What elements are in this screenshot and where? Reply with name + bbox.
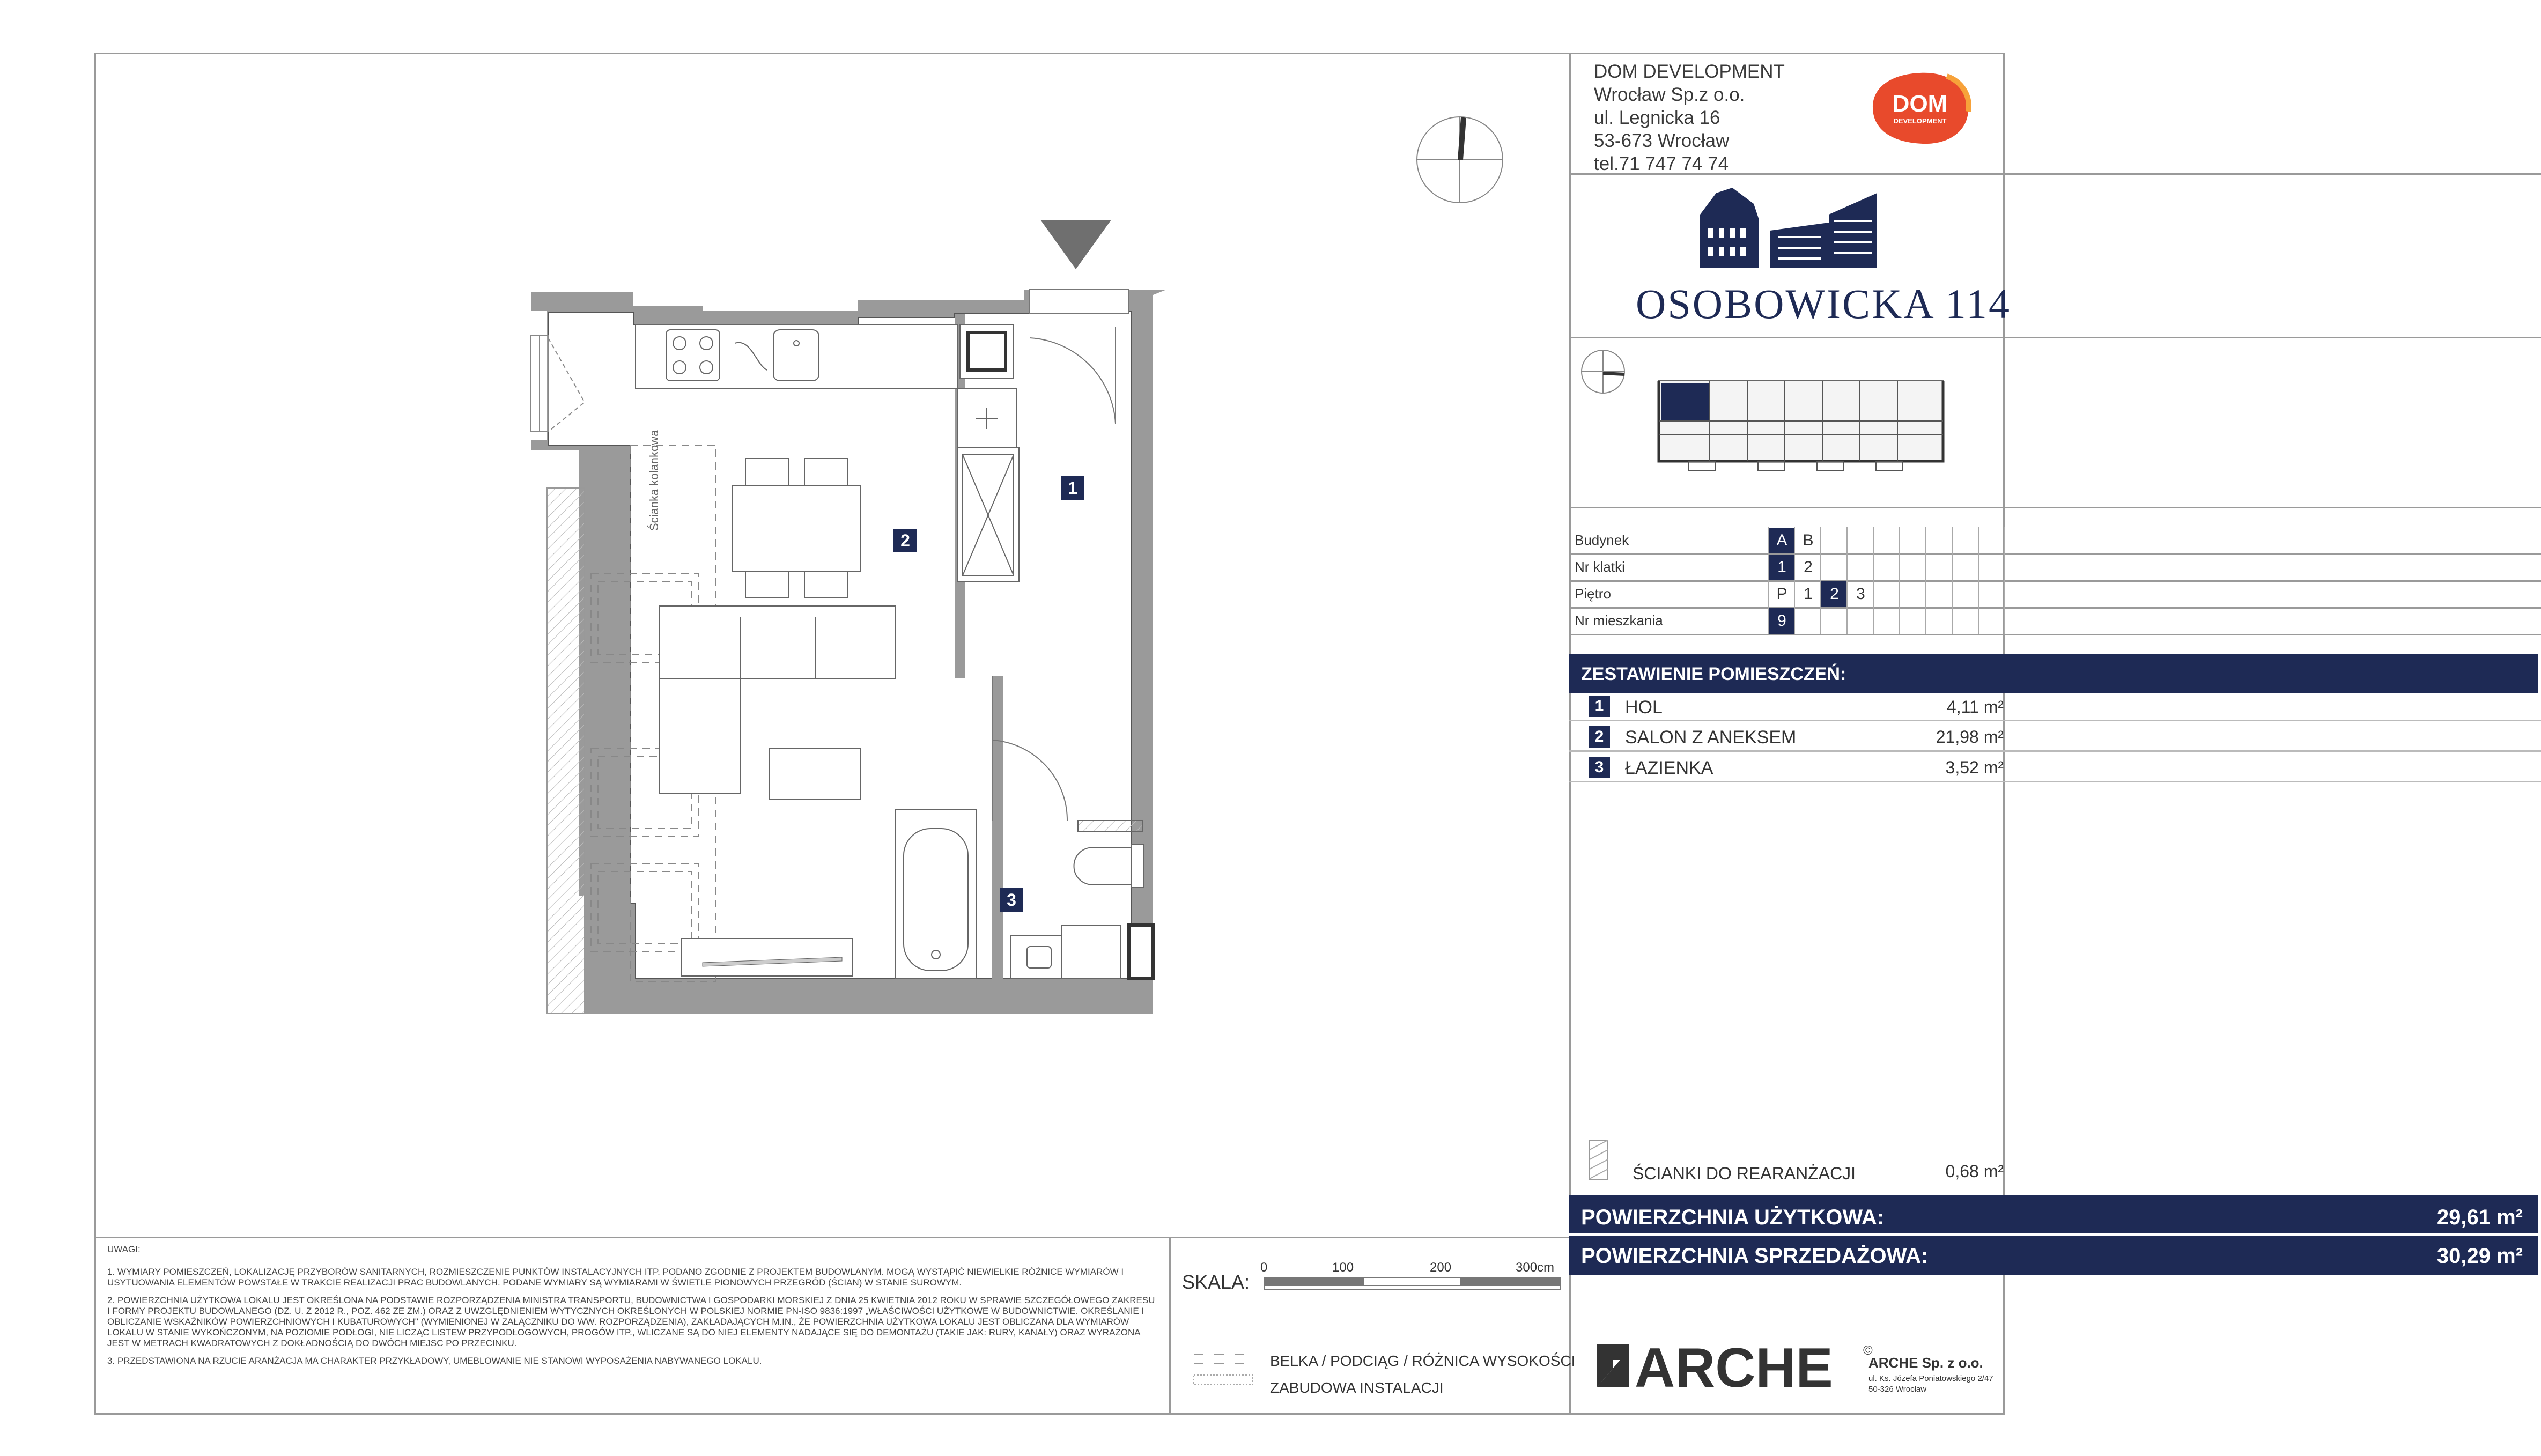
row-line	[1569, 781, 2541, 782]
panel-line	[1569, 337, 2541, 338]
floor-value: 2	[1821, 581, 1848, 607]
footer-divider	[94, 1237, 1569, 1238]
room-name: SALON Z ANEKSEM	[1625, 727, 1797, 748]
scale-frame	[1264, 1286, 1561, 1290]
legend-symbols	[1192, 1351, 1256, 1389]
room-number: 2	[1589, 726, 1610, 748]
notes-divider	[1169, 1237, 1171, 1415]
row-line	[1569, 720, 2541, 721]
scale-tick: 0	[1260, 1260, 1268, 1275]
note-2: 2. POWIERZCHNIA UŻYTKOWA LOKALU JEST OKREŚLONA NA PODSTAWIE ROZPORZĄDZENIA MINISTRA TRANSPORTU, BUDOWNICTWA I GOSPODARKI MORSKIEJ Z DNIA 25 KWIETNIA 2012 ROKU W SPRAWIE SZCZEGÓŁOWEGO ZAKRESU I FORMY PROJEKTU BUDOWLANEGO (DZ. U. Z 2012 R., POZ. 462 ZE ZM.) ORAZ Z UWZGLĘDNIENIEM WYTYCZNYCH OKREŚLONYCH W POLSKIEJ NORMIE PN-ISO 9836:1997 „WŁAŚCIWOŚCI UŻYTKOWE W BUDOWNICTWIE. OKREŚLANIE I OBLICZANIE WSKAŹNIKÓW POWIERZCHNIOWYCH I KUBATUROWYCH" (WYMIENIONEJ W ZAŁĄCZNIKU DO WW. ROZPORZĄDZENIA), ZAKŁADAJĄCYCH M.IN., ŻE POWIERZCHNIA UŻYTKOWA LOKALU JEST OBLICZANA DLA WYMIARÓW LOKALU W STANIE WYKOŃCZONYM, NA POZIOMIE PODŁOGI, NIE LICZĄC LISTEW PRZYPODŁOGOWYCH, PROGÓW ITP., WLICZANE SĄ DO NIEJ ELEMENTY NADAJĄCE SIĘ DO DEMONTAŻU (TAKIE JAK: RURY, KANAŁY) ORAZ WYRAŻONA JEST W METRACH KWADRATOWYCH Z DOKŁADNOŚCIĄ DO DWÓCH MIEJSC PO PRZECINKU.	[107, 1295, 1155, 1348]
scale-tick: 200	[1430, 1260, 1452, 1275]
room-area: 3,52 m²	[1945, 758, 2004, 777]
room-number: 1	[1589, 696, 1610, 717]
company-info	[1594, 60, 1785, 175]
floor-value: 1	[1804, 585, 1813, 603]
note-3: 3. PRZEDSTAWIONA NA RZUCIE ARANŻACJA MA CHARAKTER PRZYKŁADOWY, UMEBLOWANIE NIE STANOWI WYPOSAŻENIA NABYWANEGO LOKALU.	[107, 1356, 762, 1366]
architect-name: ARCHE Sp. z o.o.	[1868, 1355, 1983, 1371]
room-area: 21,98 m²	[1936, 727, 2004, 747]
company-name: DOM DEVELOPMENT	[1594, 61, 1785, 82]
project-buildings-illustration	[1695, 182, 1888, 274]
scale-segment	[1461, 1277, 1561, 1286]
dom-development-logo	[1866, 69, 1974, 149]
entrance-arrow-icon	[1038, 218, 1113, 271]
scale-label: SKALA:	[1182, 1271, 1250, 1293]
architect-address-2: 50-326 Wrocław	[1868, 1385, 1927, 1394]
floor-plan	[526, 284, 1169, 1035]
grid-label-floor: Piętro	[1575, 586, 1611, 602]
building-key-plan	[1656, 370, 1946, 477]
project-title: OSOBOWICKA 114	[1636, 280, 2011, 327]
grid-label-building: Budynek	[1575, 532, 1629, 548]
notes-block	[107, 1244, 1158, 1373]
room-marker-2: 2	[893, 529, 917, 552]
staircase-value: 2	[1804, 558, 1813, 576]
notes-heading: UWAGI:	[107, 1244, 141, 1254]
company-line2: Wrocław Sp.z o.o.	[1594, 84, 1745, 105]
rooms-heading: ZESTAWIENIE POMIESZCZEŃ:	[1581, 664, 1846, 684]
keyplan-compass-icon	[1579, 348, 1627, 396]
company-street: ul. Legnicka 16	[1594, 107, 1720, 128]
room-area: 4,11 m²	[1946, 697, 2004, 716]
architect-address-1: ul. Ks. Józefa Poniatowskiego 2/47	[1868, 1374, 1993, 1383]
svg-text:©: ©	[1863, 1343, 1873, 1358]
room-marker-3: 3	[1000, 888, 1023, 912]
rearrangement-hatch-icon	[1589, 1139, 1610, 1182]
totals-band	[1569, 1195, 2538, 1275]
north-compass-icon	[1412, 112, 1508, 208]
building-value: A	[1769, 528, 1795, 553]
scale-tick: 300cm	[1516, 1260, 1555, 1275]
company-city: 53-673 Wrocław	[1594, 130, 1730, 151]
grid-label-staircase: Nr klatki	[1575, 559, 1625, 575]
rooms-heading-band	[1569, 654, 2538, 693]
panel-line	[1569, 507, 2541, 508]
floor-value: 3	[1856, 585, 1865, 603]
room-name: ŁAZIENKA	[1625, 758, 1713, 778]
note-1: 1. WYMIARY POMIESZCZEŃ, LOKALIZACJĘ PRZYBORÓW SANITARNYCH, ROZMIESZCZENIE PUNKTÓW INSTALACYJNYCH ITP. PODANO ZGODNIE Z PROJEKTEM BUDOWLANYM. MOGĄ WYSTĄPIĆ NIEWIELKIE RÓŻNICE WYMIARÓW I USYTUOWANIA ELEMENTÓW POWSTAŁE W TRAKCIE REALIZACJI PRAC BUDOWLANYCH. PODANE WYMIARY SĄ WYMIARAMI W ŚWIETLE PIONOWYCH PRZEGRÓD (ŚCIAN) W STANIE SUROWYM.	[107, 1267, 1124, 1288]
sales-area-label: POWIERZCHNIA SPRZEDAŻOWA:	[1581, 1244, 1929, 1268]
staircase-value: 1	[1769, 555, 1795, 580]
legend-installation-label: ZABUDOWA INSTALACJI	[1270, 1379, 1444, 1396]
arche-logo-text: ARCHE	[1635, 1337, 1833, 1399]
logo-top-text: DOM	[1892, 91, 1948, 117]
arche-logo	[1597, 1337, 1876, 1399]
room-name: HOL	[1625, 697, 1663, 718]
scale-segment	[1363, 1277, 1461, 1286]
row-line	[1569, 750, 2541, 752]
room-marker-1: 1	[1061, 476, 1084, 500]
room-number: 3	[1589, 757, 1610, 778]
logo-bottom-text: DEVELOPMENT	[1893, 117, 1947, 125]
knee-wall-label: Ścianka kolankowa	[647, 430, 661, 531]
usable-area-label: POWIERZCHNIA UŻYTKOWA:	[1581, 1206, 1885, 1229]
grid-label-apartment: Nr mieszkania	[1575, 612, 1663, 629]
floor-value: P	[1776, 585, 1787, 603]
apartment-value: 9	[1769, 608, 1795, 634]
sales-area-value: 30,29 m²	[2436, 1244, 2523, 1268]
totals-separator	[1569, 1233, 2538, 1236]
usable-area-value: 29,61 m²	[2436, 1206, 2523, 1229]
company-phone: tel.71 747 74 74	[1594, 153, 1729, 174]
rearrangement-area: 0,68 m²	[1945, 1162, 2004, 1181]
rearrangement-label: ŚCIANKI DO REARANŻACJI	[1633, 1164, 1856, 1183]
scale-tick: 100	[1332, 1260, 1354, 1275]
location-grid-lines	[1768, 527, 2540, 636]
scale-segment	[1264, 1277, 1363, 1286]
building-value: B	[1803, 531, 1814, 549]
legend-beam-label: BELKA / PODCIĄG / RÓŻNICA WYSOKOŚCI	[1270, 1352, 1576, 1369]
